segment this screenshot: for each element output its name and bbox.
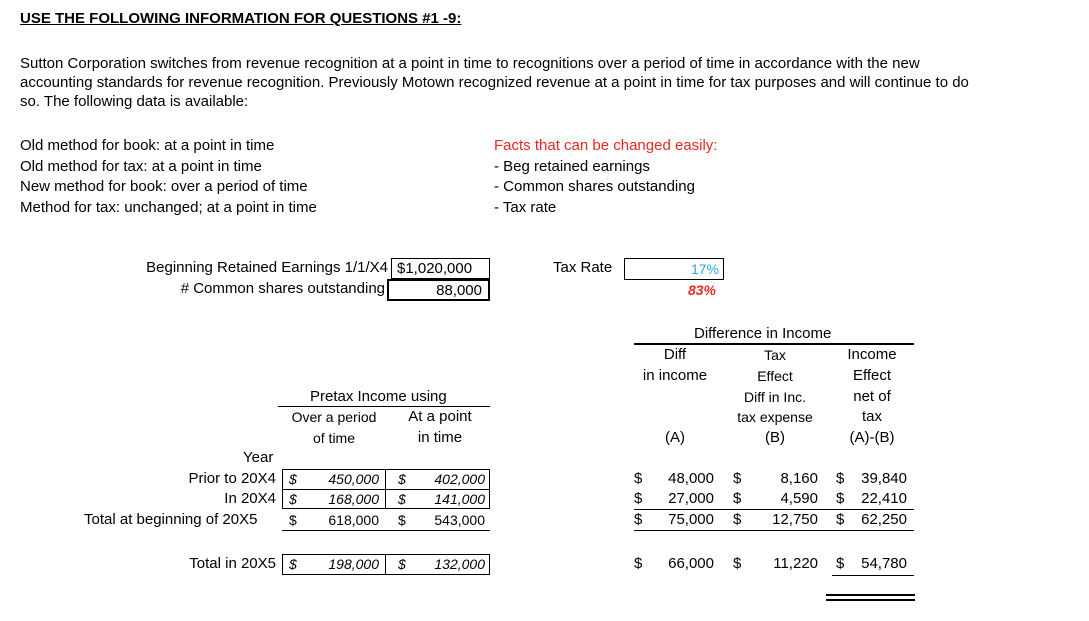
- fact-item: - Beg retained earnings: [494, 157, 650, 175]
- dollar-sign: $: [836, 511, 845, 528]
- dollar-sign: $: [398, 512, 406, 528]
- over-value: 198,000: [328, 556, 379, 572]
- diff-c-value: 54,780: [861, 555, 907, 572]
- shares-value: 88,000: [436, 282, 482, 299]
- diff-subtotal-line: [634, 509, 914, 510]
- dollar-sign: $: [289, 471, 297, 487]
- diff-c-value: 39,840: [861, 470, 907, 487]
- double-underline-top: [826, 594, 915, 596]
- diff-colA-l1: Diff: [663, 346, 687, 363]
- dollar-sign: $: [733, 555, 742, 572]
- intro-line-3: so. The following data is available:: [20, 93, 249, 110]
- dollar-sign: $: [398, 471, 406, 487]
- row-label: Prior to 20X4: [188, 470, 276, 487]
- diff-colC-l2: Effect: [852, 367, 892, 384]
- diff-a-value: 66,000: [668, 555, 714, 572]
- beg-re-value: $1,020,000: [397, 260, 473, 277]
- diff-colA-l3: (A): [665, 429, 685, 446]
- dollar-sign: $: [634, 470, 643, 487]
- diff-colC-l3: net of: [853, 388, 891, 405]
- pretax-col2-l1: At a point: [408, 408, 472, 425]
- pretax-col1-l1: Over a period: [291, 409, 377, 425]
- shares-label: # Common shares outstanding: [180, 280, 385, 297]
- method-old-tax: Old method for tax: at a point in time: [20, 157, 262, 175]
- diff-c-value: 62,250: [861, 511, 907, 528]
- diff-colC-l4: tax: [861, 408, 882, 425]
- facts-title: Facts that can be changed easily:: [494, 137, 718, 154]
- dollar-sign: $: [289, 512, 297, 528]
- pretax-title-underline: [278, 406, 490, 407]
- pretax-total-col-divider: [385, 554, 386, 575]
- row-label: Total at beginning of 20X5: [84, 511, 258, 528]
- diff-a-value: 27,000: [668, 490, 714, 507]
- diff-colB-l1: Tax: [764, 347, 786, 363]
- fact-item: - Common shares outstanding: [494, 178, 695, 195]
- dollar-sign: $: [634, 555, 643, 572]
- dollar-sign: $: [733, 490, 742, 507]
- point-value: 543,000: [434, 512, 485, 528]
- dollar-sign: $: [398, 491, 406, 507]
- diff-b-value: 4,590: [780, 490, 818, 507]
- point-value: 141,000: [434, 491, 485, 507]
- page-title: USE THE FOLLOWING INFORMATION FOR QUESTIONS #1 -9:: [20, 10, 462, 27]
- diff-a-value: 75,000: [668, 511, 714, 528]
- diff-b-value: 12,750: [772, 511, 818, 528]
- dollar-sign: $: [398, 556, 406, 572]
- method-tax: Method for tax: unchanged; at a point in time: [20, 198, 317, 216]
- diff-colB-l5: (B): [765, 429, 785, 446]
- dollar-sign: $: [634, 511, 643, 528]
- row-label: In 20X4: [224, 490, 276, 507]
- dollar-sign: $: [836, 470, 845, 487]
- method-new-book: New method for book: over a period of time: [20, 178, 308, 195]
- method-old-book: Old method for book: at a point in time: [20, 137, 275, 154]
- diff-c-value: 22,410: [861, 490, 907, 507]
- double-underline-bottom: [826, 599, 915, 601]
- intro-line-2: accounting standards for revenue recognition. Previously Motown recognized revenue at a point in time for tax purposes and will continue to do: [20, 74, 969, 91]
- dollar-sign: $: [289, 556, 297, 572]
- beg-re-label: Beginning Retained Earnings 1/1/X4: [146, 259, 388, 276]
- beg-re-cell[interactable]: [391, 258, 490, 279]
- facts-list: [494, 136, 717, 218]
- methods-list: [20, 136, 317, 218]
- point-value: 402,000: [434, 471, 485, 487]
- dollar-sign: $: [836, 490, 845, 507]
- pretax-title: Pretax Income using: [310, 388, 447, 405]
- diff-b-value: 8,160: [780, 470, 818, 487]
- shares-cell[interactable]: [387, 279, 490, 301]
- diff-colB-l4: tax expense: [737, 409, 813, 425]
- over-value: 168,000: [328, 491, 379, 507]
- diff-colC-l5: (A)-(B): [849, 429, 895, 446]
- diff-b-value: 11,220: [773, 555, 818, 572]
- diff-colB-l3: Diff in Inc.: [744, 389, 806, 405]
- year-label: Year: [243, 449, 274, 466]
- pretax-grid-divider: [282, 489, 490, 490]
- pretax-grid-col-divider: [385, 469, 386, 509]
- dollar-sign: $: [836, 555, 845, 572]
- pretax-col2-l2: in time: [417, 429, 463, 446]
- dollar-sign: $: [733, 470, 742, 487]
- diff-colA-l2: in income: [642, 367, 708, 384]
- dollar-sign: $: [634, 490, 643, 507]
- over-value: 618,000: [328, 512, 379, 528]
- diff-colC-l1: Income: [847, 346, 897, 363]
- after-tax-rate: 83%: [687, 282, 716, 298]
- over-value: 450,000: [328, 471, 379, 487]
- tax-rate-cell[interactable]: [624, 258, 724, 280]
- diff-total-line: [634, 530, 914, 531]
- intro-line-1: Sutton Corporation switches from revenue recognition at a point in time to recognitions over a period of time in accordance with the new: [20, 55, 920, 72]
- tax-rate-value: 17%: [690, 261, 719, 277]
- pretax-col1-l2: of time: [312, 430, 355, 446]
- point-value: 132,000: [434, 556, 485, 572]
- row-label: Total in 20X5: [189, 555, 276, 572]
- diff-title-underline: [634, 343, 914, 345]
- fact-item: - Tax rate: [494, 198, 557, 216]
- diff-colB-l2: Effect: [757, 368, 793, 384]
- pretax-total-underline: [282, 530, 490, 531]
- net-total-underline: [832, 575, 914, 576]
- dollar-sign: $: [733, 511, 742, 528]
- intro-paragraph: [20, 54, 1070, 111]
- diff-a-value: 48,000: [668, 470, 714, 487]
- tax-rate-label: Tax Rate: [553, 259, 613, 276]
- diff-title: Difference in Income: [694, 325, 832, 342]
- dollar-sign: $: [289, 491, 297, 507]
